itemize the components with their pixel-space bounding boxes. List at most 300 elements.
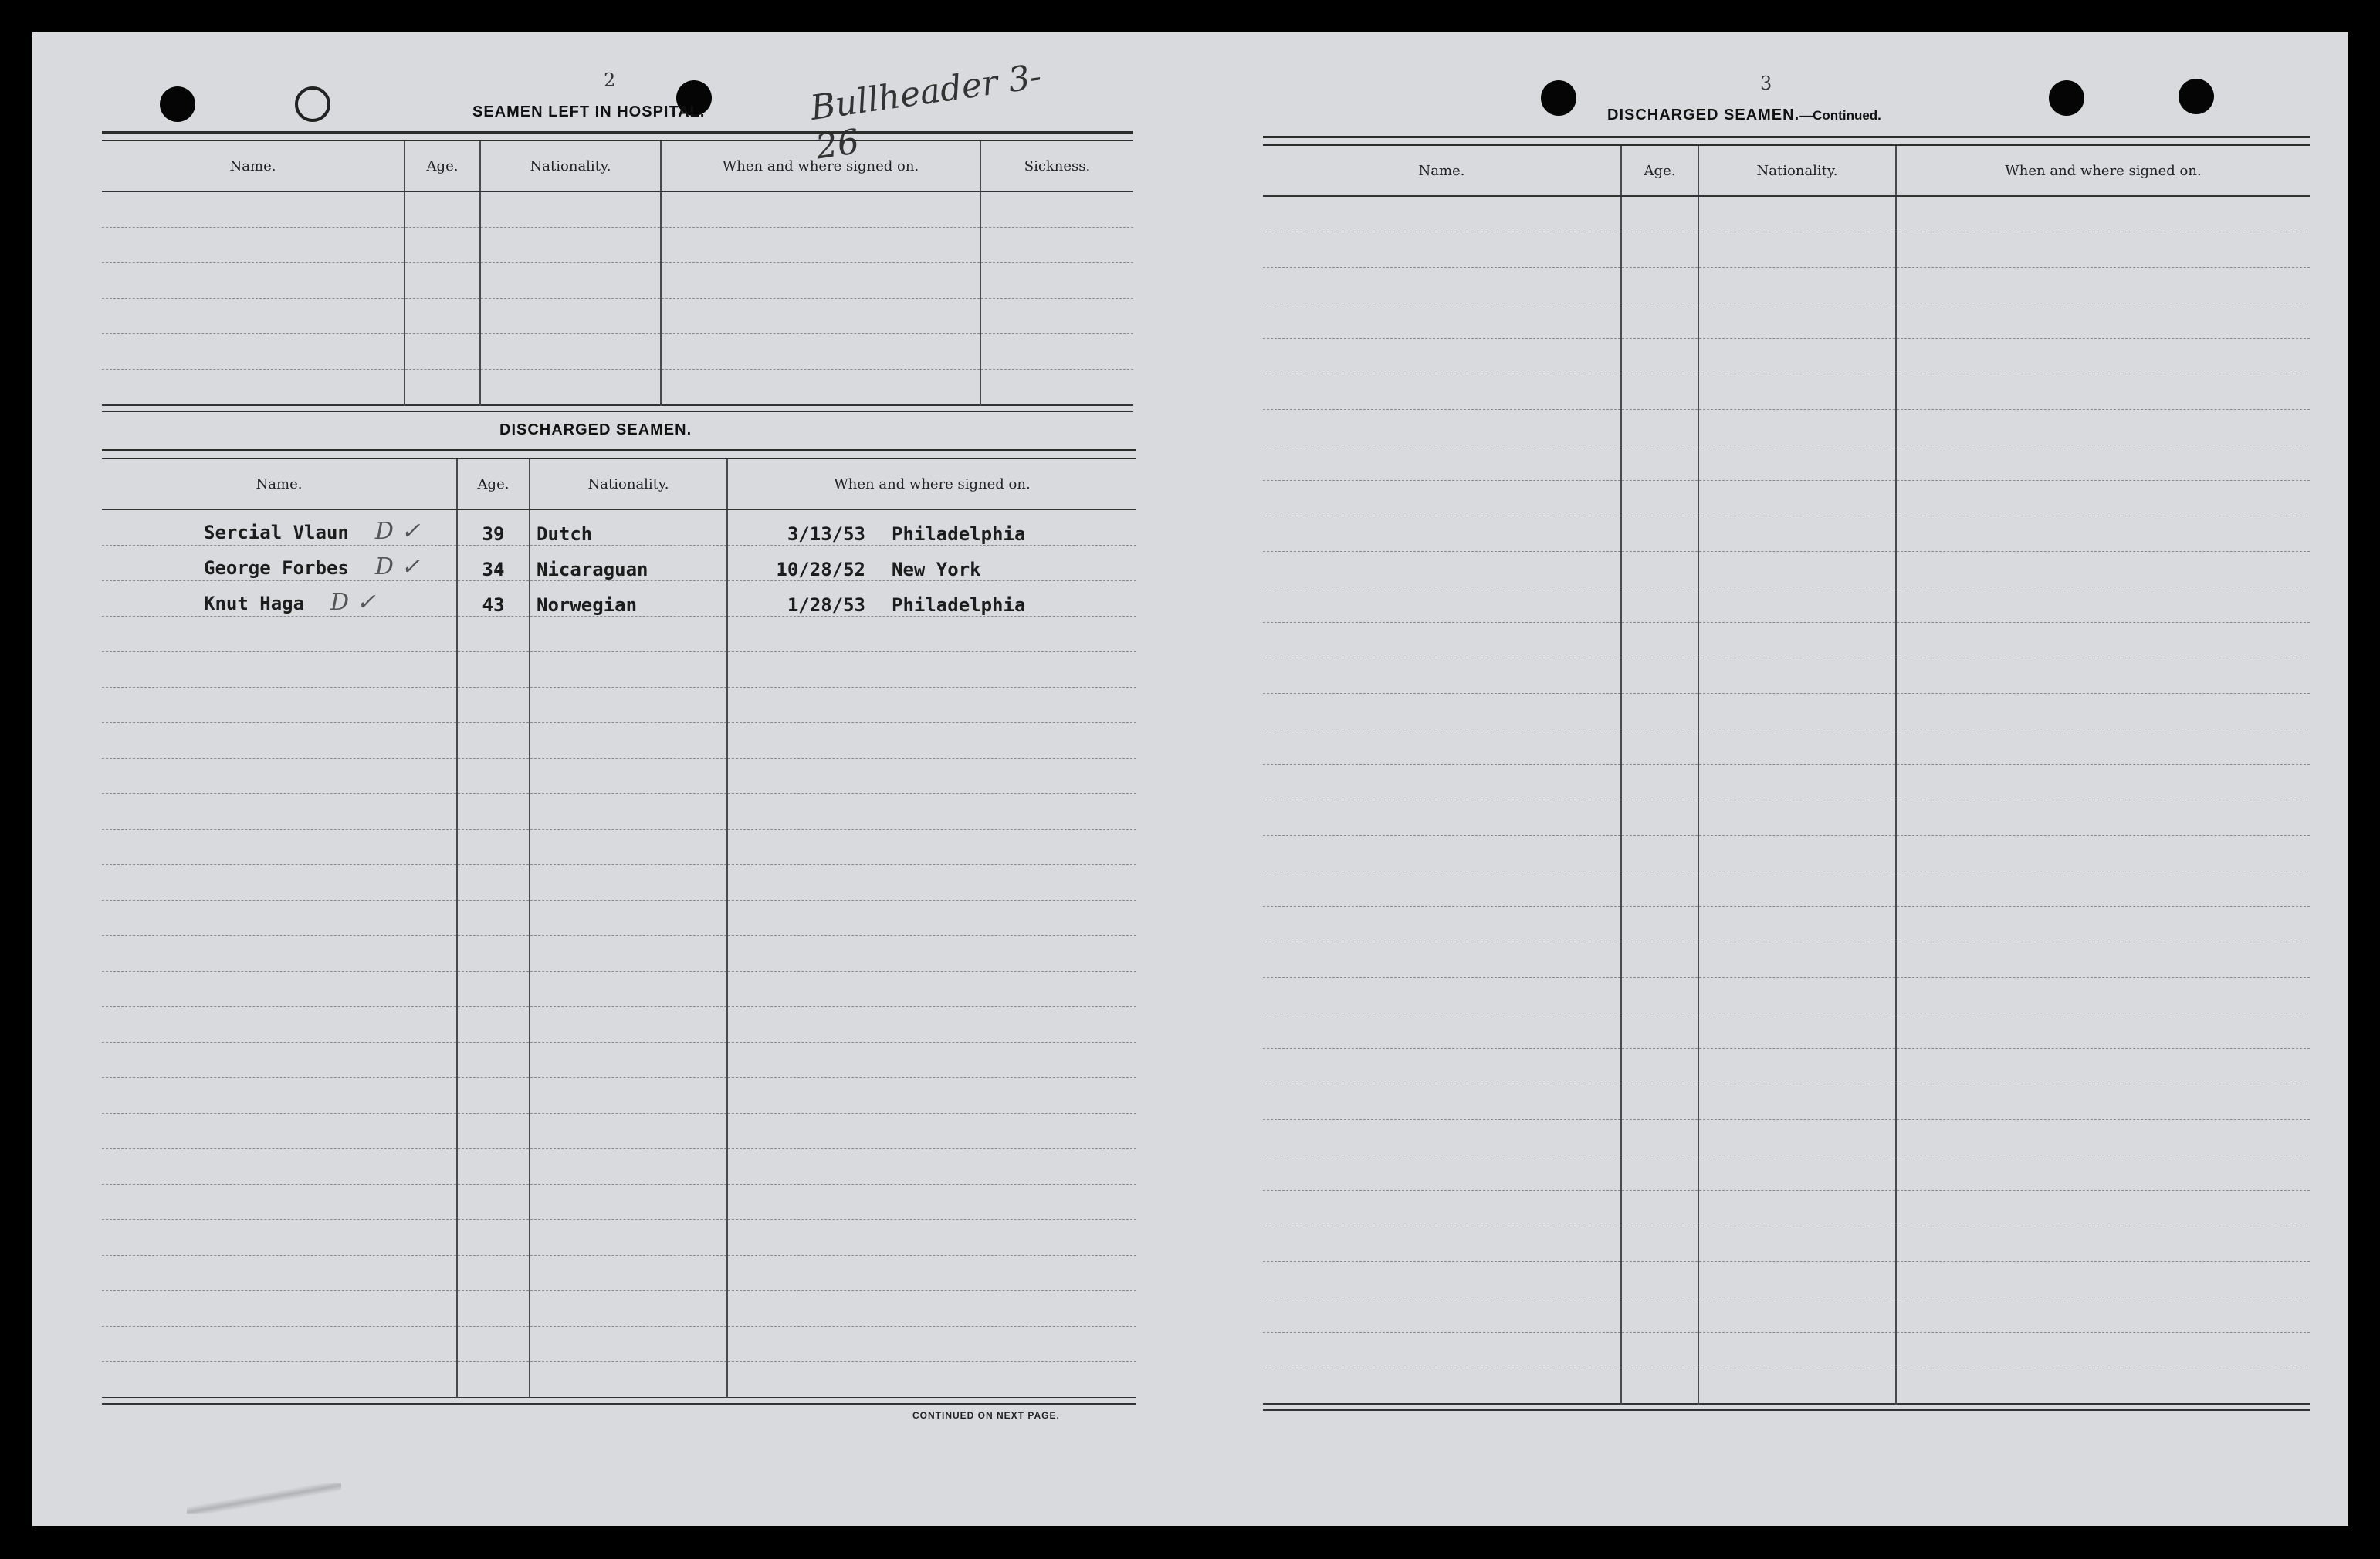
nationality-cell — [1698, 1297, 1896, 1333]
table-row — [102, 1078, 1136, 1114]
when-where-cell — [1896, 481, 2310, 516]
table-row — [102, 617, 1136, 652]
col-header-nationality: Nationality. — [530, 458, 727, 509]
col-header-name: Name. — [1263, 145, 1621, 196]
col-header-when-where: When and where signed on. — [661, 140, 980, 191]
name-cell — [1263, 694, 1621, 729]
name-cell — [102, 759, 457, 794]
signed-on-date: 3/13/53 — [787, 523, 865, 545]
when-where-cell — [727, 1007, 1136, 1043]
continued-title-suffix: —Continued. — [1799, 108, 1881, 123]
when-where-cell — [727, 581, 1136, 617]
when-where-cell — [727, 652, 1136, 688]
nationality-cell — [1698, 1013, 1896, 1049]
name-cell — [102, 901, 457, 936]
hospital-section-title: SEAMEN LEFT IN HOSPITAL. — [472, 103, 706, 120]
when-where-cell — [1896, 1084, 2310, 1120]
sickness-cell — [980, 370, 1133, 406]
signed-on-date: 1/28/53 — [787, 594, 865, 616]
nationality-cell — [1698, 729, 1896, 765]
age-cell — [1621, 623, 1698, 658]
name-cell — [102, 1043, 457, 1078]
name-cell — [1263, 1155, 1621, 1191]
nationality-cell — [1698, 907, 1896, 942]
age-cell — [1621, 978, 1698, 1013]
age-cell — [1621, 1262, 1698, 1297]
nationality-cell — [530, 1220, 727, 1256]
nationality-cell — [1698, 694, 1896, 729]
table-row — [1263, 1013, 2310, 1049]
discharged-section-title: DISCHARGED SEAMEN. — [499, 421, 692, 438]
name-cell — [102, 581, 457, 617]
when-where-cell — [727, 1327, 1136, 1362]
name-cell — [102, 1007, 457, 1043]
age-cell — [1621, 836, 1698, 871]
when-where-cell — [727, 794, 1136, 830]
table-row — [1263, 1084, 2310, 1120]
name-cell — [1263, 765, 1621, 800]
document-sheet — [32, 32, 2348, 1526]
nationality-cell — [1698, 1155, 1896, 1191]
table-row — [1263, 1297, 2310, 1333]
age-cell — [405, 299, 480, 334]
name-cell — [1263, 1013, 1621, 1049]
table-row — [102, 936, 1136, 972]
sickness-cell — [980, 228, 1133, 263]
table-row — [102, 1327, 1136, 1362]
when-where-cell — [1896, 1368, 2310, 1405]
when-where-cell — [727, 1149, 1136, 1185]
when-where-cell — [1896, 268, 2310, 303]
nationality-cell — [530, 652, 727, 688]
name-cell — [1263, 445, 1621, 481]
name-cell — [102, 723, 457, 759]
hospital-table — [102, 131, 1133, 412]
age-cell — [1621, 552, 1698, 587]
nationality-cell — [1698, 1262, 1896, 1297]
signed-on-place: Philadelphia — [892, 594, 1026, 616]
name-cell — [1263, 907, 1621, 942]
nationality-cell — [1698, 481, 1896, 516]
table-row — [1263, 765, 2310, 800]
name-cell — [1263, 232, 1621, 268]
name-cell — [1263, 1120, 1621, 1155]
seaman-age: 39 — [482, 523, 505, 545]
age-cell — [1621, 729, 1698, 765]
when-where-cell — [1896, 1333, 2310, 1368]
punch-hole — [2049, 80, 2084, 116]
punch-hole — [1541, 80, 1576, 116]
name-cell — [102, 617, 457, 652]
table-row — [102, 1114, 1136, 1149]
seaman-nationality: Dutch — [537, 523, 593, 545]
age-cell — [1621, 871, 1698, 907]
punch-ring — [295, 86, 330, 122]
table-row — [102, 830, 1136, 865]
table-row — [102, 1256, 1136, 1291]
nationality-cell — [530, 1114, 727, 1149]
name-cell — [102, 688, 457, 723]
when-where-cell — [1896, 410, 2310, 445]
nationality-cell — [480, 334, 661, 370]
table-row — [1263, 268, 2310, 303]
when-where-cell — [1896, 303, 2310, 339]
age-cell — [1621, 907, 1698, 942]
name-cell — [102, 263, 405, 299]
nationality-cell — [530, 759, 727, 794]
name-cell — [1263, 942, 1621, 978]
nationality-cell — [1698, 800, 1896, 836]
name-cell — [1263, 516, 1621, 552]
col-header-name: Name. — [102, 458, 457, 509]
seaman-nationality: Norwegian — [537, 594, 638, 616]
table-row — [1263, 942, 2310, 978]
table-row — [1263, 907, 2310, 942]
table-row — [102, 191, 1133, 228]
nationality-cell — [530, 794, 727, 830]
when-where-cell — [727, 759, 1136, 794]
nationality-cell — [1698, 268, 1896, 303]
age-cell — [1621, 445, 1698, 481]
discharged-table — [102, 449, 1136, 1405]
table-row — [102, 299, 1133, 334]
discharge-mark: D ✓ — [374, 553, 421, 580]
table-row — [102, 1043, 1136, 1078]
nationality-cell — [530, 865, 727, 901]
age-cell — [457, 509, 530, 546]
name-cell — [1263, 339, 1621, 374]
handwritten-note: Bullheader 3-26 — [807, 56, 1044, 167]
name-cell — [1263, 374, 1621, 410]
age-cell — [405, 370, 480, 406]
table-row — [102, 1149, 1136, 1185]
age-cell — [1621, 481, 1698, 516]
nationality-cell — [1698, 765, 1896, 800]
continued-title-main: DISCHARGED SEAMEN. — [1607, 107, 1800, 123]
col-header-sickness: Sickness. — [980, 140, 1133, 191]
nationality-cell — [530, 1327, 727, 1362]
age-cell — [1621, 374, 1698, 410]
col-header-when-where: When and where signed on. — [727, 458, 1136, 509]
age-cell — [457, 830, 530, 865]
table-row — [1263, 1191, 2310, 1226]
table-row — [1263, 978, 2310, 1013]
sickness-cell — [980, 334, 1133, 370]
nationality-cell — [1698, 374, 1896, 410]
nationality-cell — [1698, 232, 1896, 268]
seaman-name: Sercial Vlaun — [204, 522, 349, 543]
age-cell — [405, 263, 480, 299]
name-cell — [102, 652, 457, 688]
nationality-cell — [480, 263, 661, 299]
nationality-cell — [1698, 445, 1896, 481]
when-where-cell — [1896, 1155, 2310, 1191]
when-where-cell — [1896, 339, 2310, 374]
table-row — [1263, 694, 2310, 729]
name-cell — [1263, 1368, 1621, 1405]
name-cell — [102, 1291, 457, 1327]
age-cell — [1621, 268, 1698, 303]
seaman-age: 43 — [482, 594, 505, 616]
when-where-cell — [1896, 1262, 2310, 1297]
table-row — [102, 1362, 1136, 1398]
table-row — [102, 865, 1136, 901]
table-row — [1263, 481, 2310, 516]
paper-smudge — [187, 1483, 341, 1514]
col-header-nationality: Nationality. — [480, 140, 661, 191]
age-cell — [1621, 1013, 1698, 1049]
page-number-right: 3 — [1760, 73, 1772, 94]
table-row — [1263, 1368, 2310, 1405]
table-row — [1263, 800, 2310, 836]
age-cell — [1621, 1191, 1698, 1226]
name-cell — [102, 1149, 457, 1185]
age-cell — [1621, 516, 1698, 552]
when-where-cell — [1896, 552, 2310, 587]
when-where-cell — [727, 1114, 1136, 1149]
when-where-cell — [727, 1078, 1136, 1114]
age-cell — [1621, 587, 1698, 623]
table-row — [1263, 1155, 2310, 1191]
nationality-cell — [530, 581, 727, 617]
col-header-age: Age. — [1621, 145, 1698, 196]
when-where-cell — [727, 509, 1136, 546]
name-cell — [102, 972, 457, 1007]
sickness-cell — [980, 191, 1133, 228]
table-row — [1263, 623, 2310, 658]
when-where-cell — [727, 830, 1136, 865]
when-where-cell — [727, 1256, 1136, 1291]
nationality-cell — [530, 546, 727, 581]
when-where-cell — [727, 1220, 1136, 1256]
table-row — [1263, 410, 2310, 445]
age-cell — [457, 972, 530, 1007]
table-row — [1263, 1226, 2310, 1262]
table-row — [102, 652, 1136, 688]
age-cell — [1621, 658, 1698, 694]
discharge-mark: D ✓ — [330, 589, 376, 616]
name-cell — [102, 865, 457, 901]
name-cell — [102, 1362, 457, 1398]
table-row — [102, 972, 1136, 1007]
seaman-age: 34 — [482, 559, 505, 580]
when-where-cell — [1896, 1226, 2310, 1262]
nationality-cell — [530, 936, 727, 972]
table-row — [102, 1291, 1136, 1327]
name-cell — [1263, 1226, 1621, 1262]
name-cell — [1263, 978, 1621, 1013]
nationality-cell — [530, 1149, 727, 1185]
when-where-cell — [1896, 942, 2310, 978]
when-where-cell — [1896, 694, 2310, 729]
age-cell — [1621, 1120, 1698, 1155]
name-cell — [1263, 729, 1621, 765]
when-where-cell — [661, 370, 980, 406]
name-cell — [102, 1185, 457, 1220]
when-where-cell — [661, 334, 980, 370]
when-where-cell — [1896, 765, 2310, 800]
nationality-cell — [1698, 516, 1896, 552]
when-where-cell — [727, 688, 1136, 723]
table-row — [1263, 232, 2310, 268]
name-cell — [1263, 1084, 1621, 1120]
age-cell — [1621, 303, 1698, 339]
nationality-cell — [480, 228, 661, 263]
table-row — [1263, 729, 2310, 765]
table-row — [102, 370, 1133, 406]
nationality-cell — [530, 1362, 727, 1398]
age-cell — [457, 759, 530, 794]
age-cell — [1621, 942, 1698, 978]
discharge-mark: D ✓ — [374, 518, 421, 545]
name-cell — [1263, 800, 1621, 836]
table-row — [102, 228, 1133, 263]
when-where-cell — [1896, 196, 2310, 232]
age-cell — [457, 1114, 530, 1149]
age-cell — [1621, 1084, 1698, 1120]
table-row — [1263, 871, 2310, 907]
when-where-cell — [1896, 374, 2310, 410]
table-row — [102, 688, 1136, 723]
nationality-cell — [530, 901, 727, 936]
when-where-cell — [727, 546, 1136, 581]
age-cell — [457, 581, 530, 617]
name-cell — [1263, 1333, 1621, 1368]
nationality-cell — [1698, 1084, 1896, 1120]
table-row — [1263, 196, 2310, 232]
when-where-cell — [1896, 729, 2310, 765]
name-cell — [102, 509, 457, 546]
name-cell — [1263, 268, 1621, 303]
when-where-cell — [1896, 1013, 2310, 1049]
table-row — [1263, 1049, 2310, 1084]
name-cell — [1263, 1262, 1621, 1297]
nationality-cell — [530, 688, 727, 723]
name-cell — [102, 1327, 457, 1362]
when-where-cell — [661, 191, 980, 228]
when-where-cell — [661, 228, 980, 263]
age-cell — [1621, 196, 1698, 232]
age-cell — [457, 1327, 530, 1362]
table-row — [102, 759, 1136, 794]
name-cell — [1263, 481, 1621, 516]
nationality-cell — [530, 830, 727, 865]
table-row — [102, 546, 1136, 581]
table-row — [102, 723, 1136, 759]
age-cell — [457, 1078, 530, 1114]
nationality-cell — [1698, 1368, 1896, 1405]
nationality-cell — [1698, 978, 1896, 1013]
nationality-cell — [1698, 303, 1896, 339]
nationality-cell — [1698, 1333, 1896, 1368]
continued-note: CONTINUED ON NEXT PAGE. — [912, 1410, 1060, 1421]
seaman-nationality: Nicaraguan — [537, 559, 648, 580]
age-cell — [1621, 1155, 1698, 1191]
signed-on-date: 10/28/52 — [776, 559, 865, 580]
when-where-cell — [661, 263, 980, 299]
nationality-cell — [530, 1043, 727, 1078]
age-cell — [1621, 1333, 1698, 1368]
when-where-cell — [727, 1362, 1136, 1398]
age-cell — [1621, 1368, 1698, 1405]
nationality-cell — [530, 723, 727, 759]
age-cell — [405, 228, 480, 263]
name-cell — [102, 1256, 457, 1291]
table-row — [102, 263, 1133, 299]
age-cell — [1621, 765, 1698, 800]
when-where-cell — [727, 617, 1136, 652]
table-row — [1263, 303, 2310, 339]
table-row — [1263, 1262, 2310, 1297]
name-cell — [1263, 658, 1621, 694]
age-cell — [457, 1362, 530, 1398]
name-cell — [1263, 552, 1621, 587]
when-where-cell — [1896, 1191, 2310, 1226]
age-cell — [405, 334, 480, 370]
nationality-cell — [530, 1007, 727, 1043]
table-row — [102, 1185, 1136, 1220]
nationality-cell — [530, 1291, 727, 1327]
age-cell — [457, 1043, 530, 1078]
when-where-cell — [727, 1043, 1136, 1078]
when-where-cell — [1896, 1120, 2310, 1155]
name-cell — [1263, 1049, 1621, 1084]
punch-hole — [2179, 79, 2214, 114]
signed-on-place: Philadelphia — [892, 523, 1026, 545]
col-header-age: Age. — [405, 140, 480, 191]
when-where-cell — [1896, 1297, 2310, 1333]
name-cell — [102, 546, 457, 581]
when-where-cell — [727, 1291, 1136, 1327]
table-row — [1263, 374, 2310, 410]
when-where-cell — [1896, 623, 2310, 658]
table-row — [1263, 836, 2310, 871]
age-cell — [1621, 410, 1698, 445]
signed-on-place: New York — [892, 559, 981, 580]
nationality-cell — [530, 972, 727, 1007]
table-row — [1263, 516, 2310, 552]
when-where-cell — [1896, 658, 2310, 694]
when-where-cell — [727, 901, 1136, 936]
continued-table — [1263, 136, 2310, 1411]
when-where-cell — [1896, 836, 2310, 871]
when-where-cell — [1896, 232, 2310, 268]
when-where-cell — [1896, 587, 2310, 623]
age-cell — [457, 1007, 530, 1043]
age-cell — [457, 617, 530, 652]
nationality-cell — [530, 1185, 727, 1220]
col-header-nationality: Nationality. — [1698, 145, 1896, 196]
page-number-left: 2 — [604, 69, 616, 91]
age-cell — [457, 1185, 530, 1220]
age-cell — [457, 1291, 530, 1327]
when-where-cell — [1896, 516, 2310, 552]
age-cell — [457, 936, 530, 972]
nationality-cell — [530, 1256, 727, 1291]
nationality-cell — [530, 617, 727, 652]
nationality-cell — [1698, 196, 1896, 232]
nationality-cell — [1698, 871, 1896, 907]
table-row — [1263, 445, 2310, 481]
age-cell — [457, 1220, 530, 1256]
when-where-cell — [1896, 800, 2310, 836]
nationality-cell — [530, 1078, 727, 1114]
table-row — [1263, 1120, 2310, 1155]
nationality-cell — [1698, 658, 1896, 694]
seaman-name: Knut Haga — [204, 593, 305, 614]
nationality-cell — [1698, 587, 1896, 623]
name-cell — [1263, 836, 1621, 871]
